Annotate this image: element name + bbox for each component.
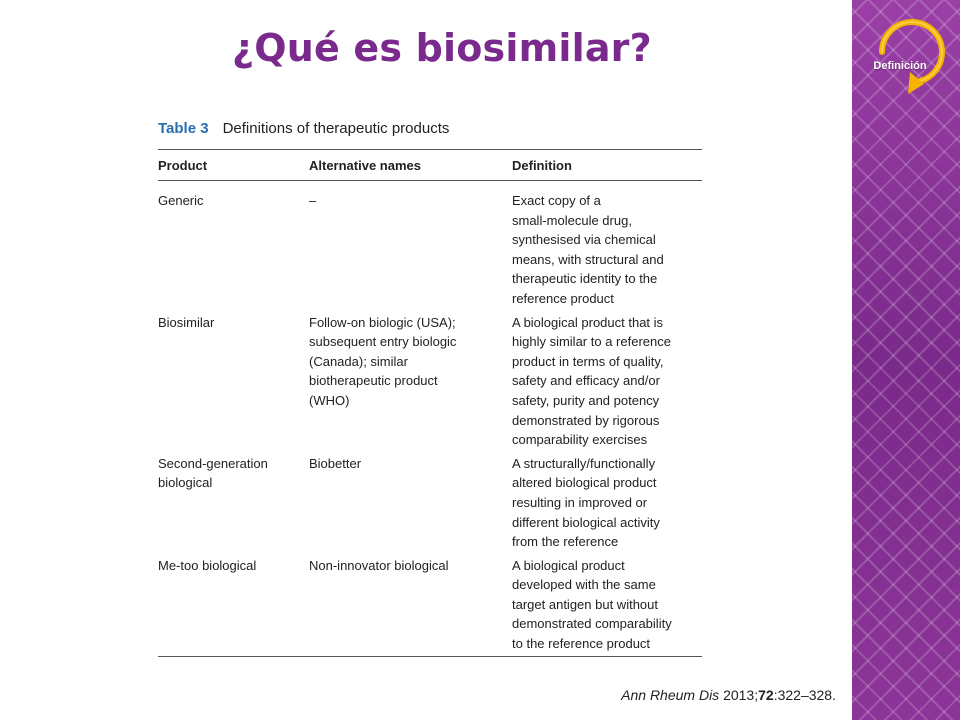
header-product: Product — [158, 158, 208, 173]
definitions-table — [158, 120, 702, 657]
row-alternative-names: Non-innovator biological — [309, 557, 449, 573]
table-row — [158, 313, 702, 450]
table-rule-bottom — [158, 656, 702, 657]
row-definition: A structurally/functionally altered biological product resulting in improved or different biological activity from the reference — [512, 455, 660, 550]
sidebar-label: Definición — [873, 60, 927, 72]
row-definition: A biological product developed with the same target antigen but without demonstrated comparability to the reference product — [512, 557, 672, 652]
row-product: Second-generation biological — [158, 455, 268, 491]
citation-year: 2013; — [723, 687, 759, 703]
table-caption — [158, 120, 702, 137]
slide-title: ¿Qué es biosimilar? — [232, 26, 652, 70]
table-caption-text: Definitions of therapeutic products — [222, 120, 450, 137]
header-alternative-names: Alternative names — [309, 158, 421, 173]
table-row — [158, 454, 702, 552]
citation-pages: :322–328. — [773, 687, 836, 703]
circular-arrow-icon — [862, 4, 958, 104]
row-alternative-names: – — [309, 193, 317, 208]
definition-badge[interactable] — [862, 4, 958, 104]
table-header-row — [158, 150, 702, 180]
table-row — [158, 191, 702, 309]
citation-journal: Ann Rheum Dis — [621, 687, 720, 703]
citation-volume: 72 — [758, 687, 774, 703]
table-body — [158, 181, 702, 656]
citation — [621, 687, 836, 703]
table-number: Table 3 — [158, 120, 209, 137]
row-definition: A biological product that is highly similar to a reference product in terms of quality, safety and efficacy and/or safety, purity and potency demonstrated by rigorous comparability exercises — [512, 314, 671, 448]
row-alternative-names: Biobetter — [309, 455, 362, 471]
row-product: Generic — [158, 193, 204, 208]
row-definition: Exact copy of a small-molecule drug, synthesised via chemical means, with structural and therapeutic identity to the reference product — [512, 193, 664, 306]
header-definition: Definition — [512, 158, 572, 173]
row-alternative-names: Follow-on biologic (USA); subsequent entry biologic (Canada); similar biotherapeutic product (WHO) — [309, 314, 457, 408]
side-panel — [852, 0, 960, 720]
row-product: Biosimilar — [158, 314, 215, 330]
table-row — [158, 556, 702, 654]
row-product: Me-too biological — [158, 557, 257, 573]
